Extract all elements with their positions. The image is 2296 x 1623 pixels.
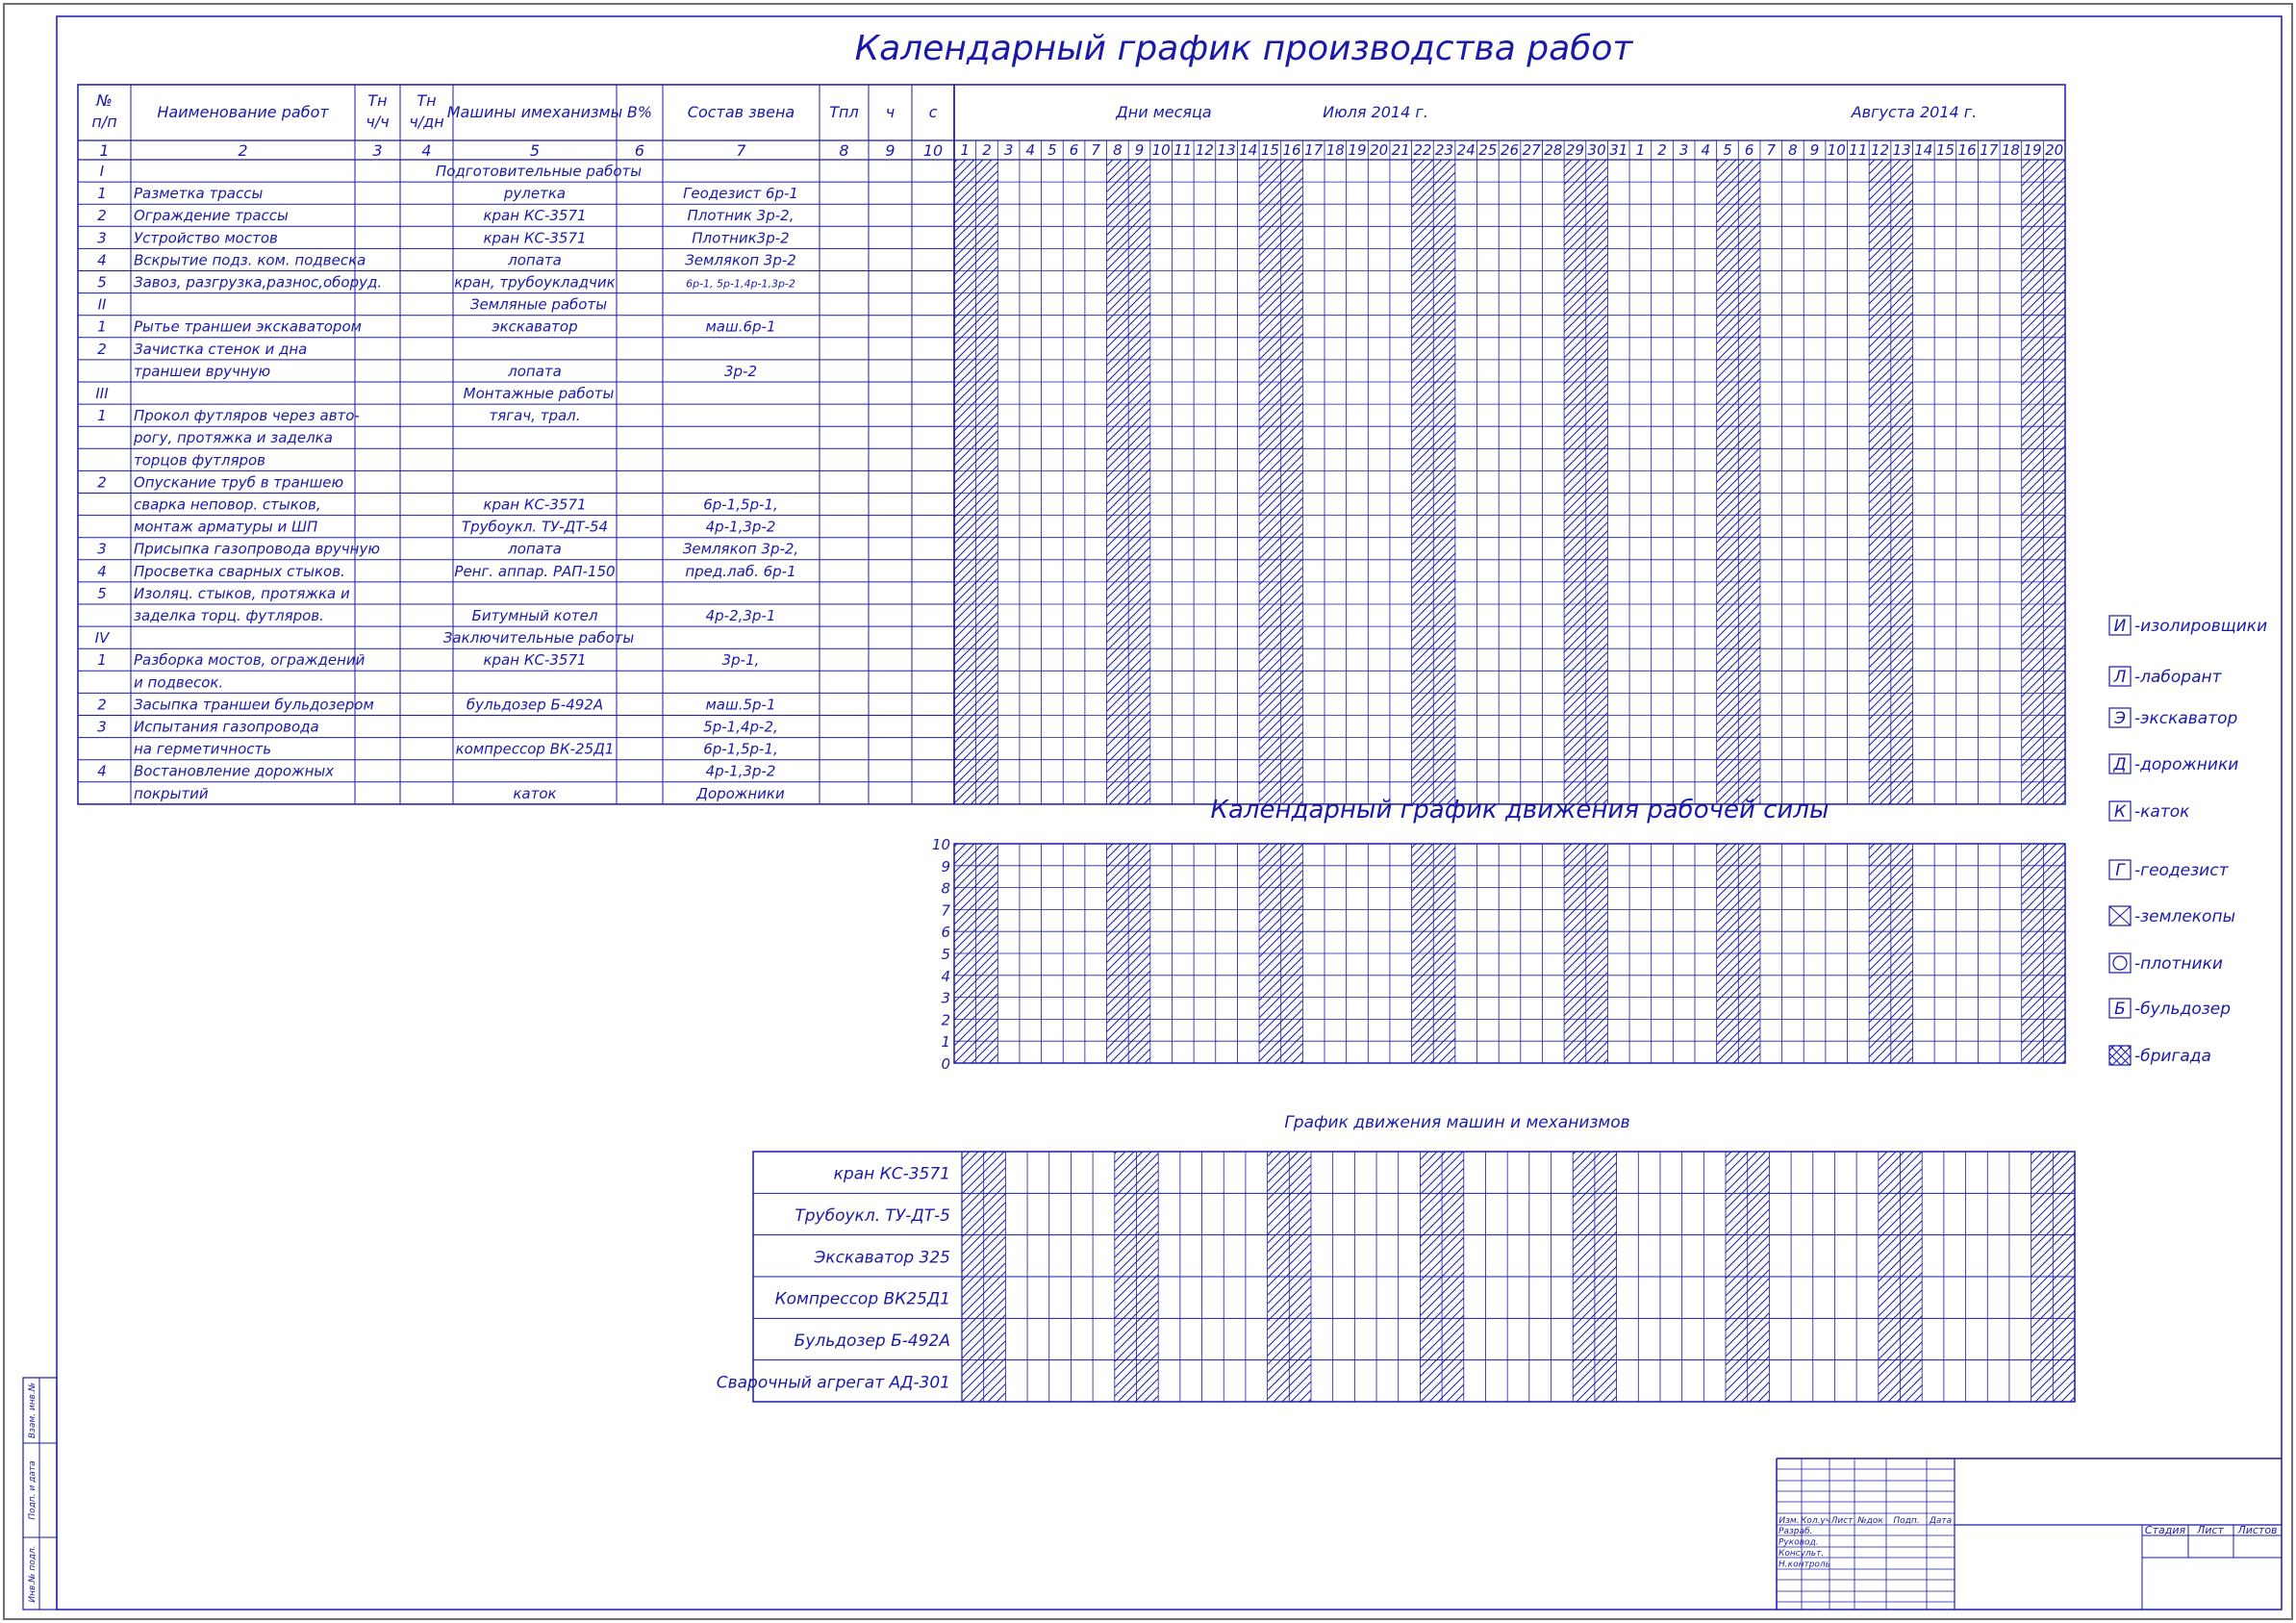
work-crew: 3р-1, xyxy=(721,651,760,670)
day-number: 8 xyxy=(1788,141,1798,159)
work-name: Присыпка газопровода вручную xyxy=(134,540,380,558)
work-name: Просветка сварных стыков. xyxy=(134,562,345,580)
weekend-hatch xyxy=(2043,160,2065,804)
column-number: 3 xyxy=(372,141,383,160)
day-number: 17 xyxy=(1304,141,1324,159)
work-crew: Геодезист 6р-1 xyxy=(683,185,798,203)
work-name: Устройство мостов xyxy=(134,229,278,247)
section-title: Монтажные работы xyxy=(463,385,615,402)
work-name: Ограждение трассы xyxy=(134,207,289,225)
day-number: 24 xyxy=(1456,141,1476,159)
scale-label: 10 xyxy=(931,836,950,853)
scale-label: 8 xyxy=(941,879,950,898)
work-crew: Плотник3р-2 xyxy=(692,229,790,247)
day-number: 22 xyxy=(1413,141,1432,159)
legend-label: -геодезист xyxy=(2134,861,2229,880)
day-number: 12 xyxy=(1870,141,1890,159)
column-number: 9 xyxy=(885,141,896,160)
day-number: 1 xyxy=(1635,141,1646,159)
section-number: I xyxy=(99,163,105,180)
work-name: рогу, протяжка и заделка xyxy=(134,429,333,447)
weekend-hatch xyxy=(2022,160,2044,804)
weekend-hatch xyxy=(1259,160,1281,804)
column-header: № xyxy=(96,91,113,110)
machine-name: Бульдозер Б-492А xyxy=(794,1331,950,1351)
work-machine: Трубоукл. ТУ-ДТ-54 xyxy=(461,518,609,536)
day-number: 2 xyxy=(1657,141,1667,159)
section-number: III xyxy=(95,385,109,402)
column-header: Тн xyxy=(416,91,437,110)
day-number: 18 xyxy=(2001,141,2020,159)
day-number: 30 xyxy=(1587,141,1606,159)
work-machine: лопата xyxy=(508,362,562,380)
work-name: Испытания газопровода xyxy=(134,718,319,736)
section-title: Заключительные работы xyxy=(442,629,635,647)
day-number: 13 xyxy=(1217,141,1236,159)
scale-label: 5 xyxy=(941,946,950,963)
work-table xyxy=(78,85,954,804)
legend-item xyxy=(2109,754,2238,774)
weekend-hatch xyxy=(1869,160,1891,804)
legend-label: -бригада xyxy=(2134,1047,2211,1066)
work-machine: кран КС-3571 xyxy=(483,229,587,247)
scale-label: 1 xyxy=(941,1033,950,1052)
stamp-header: Лист xyxy=(2197,1524,2224,1536)
work-name: на герметичность xyxy=(134,740,272,758)
day-number: 16 xyxy=(1957,141,1977,159)
legend-symbol: К xyxy=(2113,802,2127,822)
column-number: 5 xyxy=(529,141,541,160)
calendar-grid xyxy=(954,85,2065,804)
work-crew: маш.5р-1 xyxy=(705,696,776,714)
work-name: Засыпка траншеи бульдозером xyxy=(134,696,374,714)
day-number: 18 xyxy=(1325,141,1345,159)
day-number: 7 xyxy=(1091,141,1100,159)
work-crew: 4р-1,3р-2 xyxy=(705,762,776,780)
row-number: 1 xyxy=(97,317,107,336)
work-name: заделка торц. футляров. xyxy=(134,607,324,624)
legend-item xyxy=(2109,860,2230,880)
work-machine: лопата xyxy=(508,251,562,269)
day-number: 27 xyxy=(1522,141,1541,159)
legend-item xyxy=(2109,708,2238,728)
work-name: торцов футляров xyxy=(134,451,266,469)
work-machine: лопата xyxy=(508,540,562,558)
column-header: с xyxy=(928,103,938,121)
stamp-header: Изм. xyxy=(1779,1516,1800,1526)
side-stamp-label: Инв.№ подл. xyxy=(28,1545,38,1603)
column-number: 8 xyxy=(839,141,849,160)
machine-name: Трубоукл. ТУ-ДТ-5 xyxy=(795,1206,950,1226)
legend-item xyxy=(2109,999,2231,1019)
column-header: Машины имеханизмы xyxy=(446,103,623,121)
column-number: 1 xyxy=(99,141,110,160)
column-number: 2 xyxy=(238,141,248,160)
day-number: 19 xyxy=(1348,141,1367,159)
day-number: 19 xyxy=(2023,141,2042,159)
day-number: 11 xyxy=(1849,141,1868,159)
day-number: 15 xyxy=(1935,141,1955,159)
stamp-header: Листов xyxy=(2237,1524,2278,1536)
work-machine: Битумный котел xyxy=(471,607,598,624)
day-number: 21 xyxy=(1391,141,1410,159)
work-crew: пред.лаб. 6р-1 xyxy=(685,562,796,580)
weekend-hatch xyxy=(1433,160,1455,804)
row-number: 4 xyxy=(97,562,107,580)
work-name: Изоляц. стыков, протяжка и xyxy=(134,584,350,602)
legend-label: -экскаватор xyxy=(2134,709,2238,728)
row-number: 4 xyxy=(97,762,107,780)
day-number: 20 xyxy=(2045,141,2064,159)
weekend-hatch xyxy=(1107,160,1129,804)
legend-symbol: Б xyxy=(2114,1000,2126,1019)
stamp-header: Лист xyxy=(1830,1516,1854,1526)
circle-icon xyxy=(2113,956,2127,970)
weekend-hatch xyxy=(1738,160,1760,804)
day-number: 12 xyxy=(1195,141,1214,159)
day-number: 6 xyxy=(1069,141,1079,159)
day-number: 15 xyxy=(1260,141,1279,159)
stamp-header: Подп. xyxy=(1893,1516,1920,1526)
work-crew: 4р-1,3р-2 xyxy=(705,518,776,536)
scale-label: 7 xyxy=(941,901,950,920)
day-number: 4 xyxy=(1701,141,1711,159)
scale-label: 0 xyxy=(941,1055,950,1073)
work-crew: Землякоп 3р-2, xyxy=(682,540,799,558)
work-name: траншеи вручную xyxy=(134,362,271,380)
section-title: Подготовительные работы xyxy=(435,163,643,180)
work-machine: кран КС-3571 xyxy=(483,495,587,514)
section-title: Земляные работы xyxy=(469,295,608,314)
inner-frame xyxy=(57,16,2282,1610)
side-stamp-label: Подп. и дата xyxy=(28,1460,38,1520)
day-number: 10 xyxy=(1827,141,1846,159)
legend-label: -изолировщики xyxy=(2134,617,2268,636)
stamp-header: Стадия xyxy=(2144,1524,2186,1536)
column-header: Состав звена xyxy=(687,103,795,121)
column-number: 6 xyxy=(634,141,645,160)
work-crew: 6р-1,5р-1, xyxy=(703,740,778,758)
column-header: ч/ч xyxy=(366,113,390,131)
work-name: сварка неповор. стыков, xyxy=(134,495,321,514)
machine-name: Компрессор ВК25Д1 xyxy=(774,1289,950,1309)
day-number: 4 xyxy=(1025,141,1036,159)
work-crew: маш.6р-1 xyxy=(705,317,776,336)
work-machine: Ренг. аппар. РАП-150 xyxy=(454,562,616,580)
day-number: 17 xyxy=(1980,141,1999,159)
row-number: 5 xyxy=(97,584,107,602)
work-name: Разметка трассы xyxy=(134,185,264,203)
weekend-hatch xyxy=(1564,160,1586,804)
day-number: 3 xyxy=(1678,141,1689,159)
weekend-hatch xyxy=(1281,160,1303,804)
day-number: 13 xyxy=(1892,141,1911,159)
row-number: 1 xyxy=(97,185,107,203)
work-name: Зачистка стенок и дна xyxy=(134,340,308,358)
column-header: ч xyxy=(885,103,896,121)
legend-symbol: И xyxy=(2113,617,2127,636)
legend-label: -землекопы xyxy=(2134,907,2235,926)
day-number: 9 xyxy=(1134,141,1145,159)
day-number: 5 xyxy=(1047,141,1057,159)
row-number: 4 xyxy=(97,251,107,269)
scale-label: 4 xyxy=(941,967,950,985)
row-number: 2 xyxy=(97,696,107,714)
machines-title: График движения машин и механизмов xyxy=(1284,1113,1630,1132)
legend-label: -дорожники xyxy=(2134,755,2239,774)
row-number: 5 xyxy=(97,273,107,292)
stamp-role: Разраб. xyxy=(1779,1527,1813,1536)
column-number: 7 xyxy=(736,141,746,160)
work-name: Опускание труб в траншею xyxy=(134,473,344,492)
scale-label: 3 xyxy=(941,989,950,1007)
calendar-header: Дни месяца xyxy=(1116,103,1212,121)
work-machine: компрессор ВК-25Д1 xyxy=(455,740,615,758)
work-machine: кран КС-3571 xyxy=(483,207,587,225)
legend-label: -каток xyxy=(2134,802,2190,822)
scale-label: 9 xyxy=(941,857,950,875)
workforce-chart xyxy=(932,836,2065,1073)
month-label: Июля 2014 г. xyxy=(1323,103,1428,121)
row-number: 1 xyxy=(97,651,107,670)
legend-label: -лаборант xyxy=(2134,668,2222,687)
legend-item xyxy=(2109,616,2267,636)
work-crew: Землякоп 3р-2 xyxy=(685,251,796,269)
day-number: 2 xyxy=(982,141,992,159)
work-machine: кран, трубоукладчик xyxy=(454,273,616,292)
work-crew: 5р-1,4р-2, xyxy=(703,718,778,736)
day-number: 5 xyxy=(1723,141,1732,159)
column-header: В% xyxy=(626,103,653,121)
work-name: покрытий xyxy=(134,784,209,802)
day-number: 20 xyxy=(1370,141,1389,159)
row-number: 1 xyxy=(97,407,107,425)
stamp-role: Руковод. xyxy=(1779,1537,1819,1548)
section-number: IV xyxy=(94,629,110,647)
day-number: 14 xyxy=(1239,141,1258,159)
day-number: 1 xyxy=(960,141,971,159)
legend-item xyxy=(2109,801,2190,822)
row-number: 3 xyxy=(97,540,107,558)
column-header: Тн xyxy=(367,91,388,110)
machine-name: кран КС-3571 xyxy=(833,1164,950,1184)
work-machine: каток xyxy=(513,784,557,802)
day-number: 6 xyxy=(1744,141,1754,159)
legend-label: -плотники xyxy=(2134,954,2223,974)
day-number: 28 xyxy=(1544,141,1563,159)
scale-label: 6 xyxy=(941,924,950,942)
day-number: 25 xyxy=(1478,141,1498,159)
stamp-header: Дата xyxy=(1929,1516,1953,1526)
column-header: п/п xyxy=(91,113,117,131)
work-machine: тягач, трал. xyxy=(489,407,581,425)
legend-item xyxy=(2109,1046,2211,1066)
work-machine: рулетка xyxy=(503,185,567,203)
work-name: монтаж арматуры и ШП xyxy=(134,518,318,536)
legend-symbol: Л xyxy=(2113,668,2127,687)
day-number: 14 xyxy=(1914,141,1933,159)
day-number: 16 xyxy=(1282,141,1301,159)
day-number: 9 xyxy=(1809,141,1820,159)
day-number: 29 xyxy=(1565,141,1584,159)
column-header: Наименование работ xyxy=(157,103,329,121)
day-number: 10 xyxy=(1151,141,1171,159)
title-block xyxy=(1777,1458,2282,1610)
work-machine: экскаватор xyxy=(492,317,578,336)
work-crew: 3р-2 xyxy=(723,362,758,380)
weekend-hatch xyxy=(1128,160,1150,804)
row-number: 2 xyxy=(97,473,107,492)
work-crew: 6р-1, 5р-1,4р-1,3р-2 xyxy=(686,277,795,291)
column-number: 10 xyxy=(922,141,944,160)
side-stamp xyxy=(23,1378,57,1610)
column-header: Тпл xyxy=(829,103,859,121)
row-number: 3 xyxy=(97,718,107,736)
stamp-role: Н.контроль xyxy=(1779,1560,1830,1570)
stamp-header: Кол.уч xyxy=(1800,1516,1831,1526)
stamp-header: №док xyxy=(1857,1516,1883,1526)
work-name: Рытье траншеи экскаватором xyxy=(134,317,362,336)
page-title: Календарный график производства работ xyxy=(854,29,1633,68)
work-name: и подвесок. xyxy=(134,673,224,692)
side-stamp-label: Взам. инв.№ xyxy=(28,1382,38,1439)
row-number: 2 xyxy=(97,207,107,225)
weekend-hatch xyxy=(1891,160,1913,804)
legend-symbol: Э xyxy=(2114,709,2126,728)
weekend-hatch xyxy=(954,160,976,804)
legend xyxy=(2109,616,2267,1066)
machine-name: Экскаватор 325 xyxy=(814,1248,950,1268)
work-crew: 6р-1,5р-1, xyxy=(703,495,778,514)
month-label: Августа 2014 г. xyxy=(1851,103,1978,121)
work-crew: Плотник 3р-2, xyxy=(687,207,795,225)
legend-label: -бульдозер xyxy=(2134,1000,2232,1019)
machines-chart xyxy=(717,1152,2075,1402)
column-number: 4 xyxy=(421,141,432,160)
work-machine: бульдозер Б-492А xyxy=(466,696,604,714)
legend-item xyxy=(2109,906,2235,926)
legend-item xyxy=(2109,667,2223,687)
work-crew: Дорожники xyxy=(696,784,785,802)
legend-symbol: Г xyxy=(2115,861,2125,880)
legend-symbol: Д xyxy=(2113,755,2127,774)
work-crew: 4р-2,3р-1 xyxy=(705,607,776,624)
day-number: 7 xyxy=(1766,141,1777,159)
work-name: Завоз, разгрузка,разнос,оборуд. xyxy=(134,273,383,292)
weekend-hatch xyxy=(1586,160,1608,804)
row-number: 2 xyxy=(97,340,107,358)
weekend-hatch xyxy=(1412,160,1434,804)
work-name: Прокол футляров через авто- xyxy=(134,407,360,425)
row-number: 3 xyxy=(97,229,107,247)
stamp-role: Консульт. xyxy=(1779,1549,1825,1559)
day-number: 26 xyxy=(1500,141,1520,159)
section-number: II xyxy=(97,295,107,314)
weekend-hatch xyxy=(1717,160,1739,804)
day-number: 11 xyxy=(1173,141,1193,159)
work-name: Вскрытие подз. ком. подвеска xyxy=(134,251,366,269)
day-number: 23 xyxy=(1435,141,1454,159)
day-number: 8 xyxy=(1113,141,1123,159)
scale-label: 2 xyxy=(941,1011,950,1029)
work-name: Востановление дорожных xyxy=(134,762,335,780)
legend-item xyxy=(2109,953,2223,974)
machine-name: Сварочный агрегат АД-301 xyxy=(716,1373,950,1393)
column-header: ч/дн xyxy=(409,113,444,131)
weekend-hatch xyxy=(976,160,998,804)
workforce-title: Календарный график движения рабочей силы xyxy=(1210,796,1829,824)
day-number: 31 xyxy=(1609,141,1628,159)
work-machine: кран КС-3571 xyxy=(483,651,587,670)
day-number: 3 xyxy=(1003,141,1014,159)
work-name: Разборка мостов, ограждений xyxy=(134,651,366,670)
brigade-icon xyxy=(2109,1046,2131,1065)
